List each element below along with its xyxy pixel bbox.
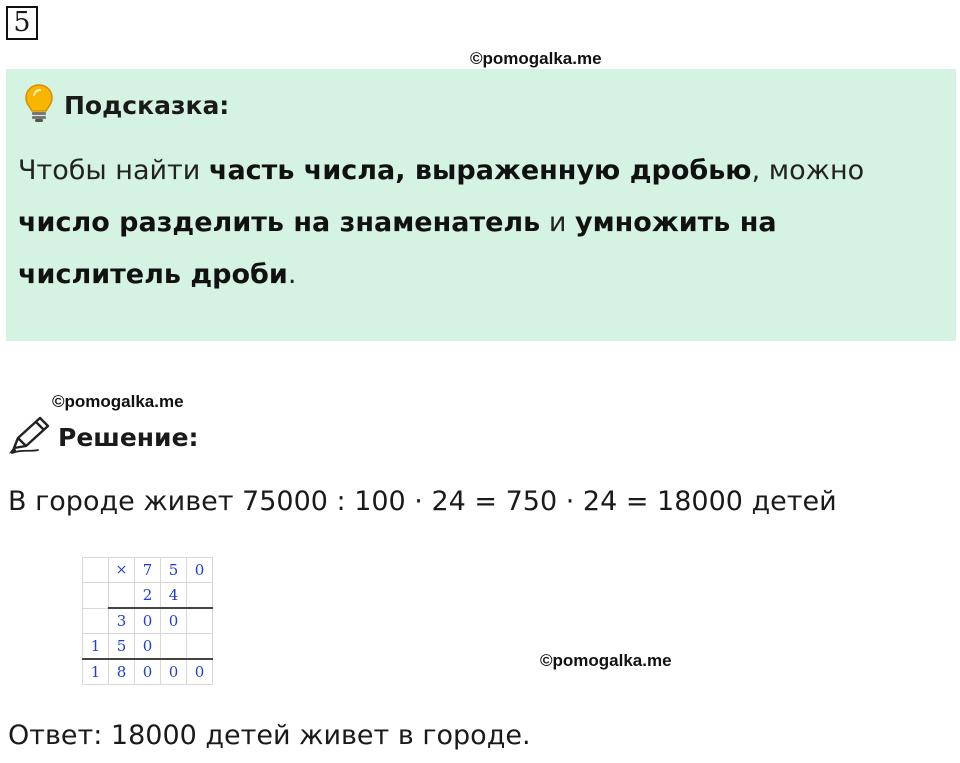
grid-row	[83, 659, 213, 685]
hint-segment: , можно	[751, 155, 865, 186]
grid-cell	[109, 583, 135, 609]
grid-cell	[83, 608, 109, 634]
hint-header	[24, 85, 229, 125]
answer-line: Ответ: 18000 детей живет в городе.	[8, 720, 531, 751]
grid-cell: 0	[187, 659, 213, 685]
hint-segment: Чтобы найти	[18, 155, 209, 186]
grid-cell	[83, 583, 109, 609]
grid-cell: 4	[161, 583, 187, 609]
grid-cell	[187, 608, 213, 634]
grid-cell: 3	[109, 608, 135, 634]
grid-cell: 8	[109, 659, 135, 685]
task-number: 5	[6, 6, 38, 40]
grid-cell: 5	[161, 558, 187, 583]
watermark: ©pomogalka.me	[52, 392, 184, 411]
grid-cell	[161, 634, 187, 660]
hint-box	[6, 69, 956, 341]
grid-cell: 0	[161, 659, 187, 685]
grid-row	[83, 634, 213, 660]
hint-title: Подсказка:	[64, 90, 230, 120]
hint-segment-bold: умножить на числитель дроби	[18, 207, 777, 290]
multiplication-grid	[82, 557, 213, 685]
grid-cell	[187, 583, 213, 609]
hint-segment-bold: число разделить на знаменатель	[18, 207, 541, 238]
grid-row	[83, 583, 213, 609]
watermark: ©pomogalka.me	[540, 651, 672, 670]
grid-cell: 1	[83, 634, 109, 660]
hint-segment-bold: часть числа, выраженную дробью	[208, 155, 752, 186]
grid-cell: 0	[135, 608, 161, 634]
solution-header	[8, 416, 199, 458]
pencil-icon	[8, 416, 52, 458]
grid-cell: 0	[161, 608, 187, 634]
grid-cell: 7	[135, 558, 161, 583]
grid-cell: 0	[135, 659, 161, 685]
grid-cell	[187, 634, 213, 660]
hint-segment: и	[540, 207, 575, 238]
grid-cell: 0	[187, 558, 213, 583]
hint-text	[18, 145, 938, 301]
multiply-sign: ×	[109, 558, 135, 583]
grid-cell: 5	[109, 634, 135, 660]
solution-line: В городе живет 75000 : 100 · 24 = 750 · 24 = 18000 детей	[8, 486, 837, 517]
grid-cell: 0	[135, 634, 161, 660]
lightbulb-icon	[24, 83, 54, 127]
hint-segment: .	[287, 259, 297, 290]
solution-title: Решение:	[58, 422, 199, 452]
grid-cell: 1	[83, 659, 109, 685]
watermark: ©pomogalka.me	[470, 49, 602, 68]
grid-cell	[83, 558, 109, 583]
grid-cell: 2	[135, 583, 161, 609]
grid-row	[83, 608, 213, 634]
grid-row	[83, 558, 213, 583]
